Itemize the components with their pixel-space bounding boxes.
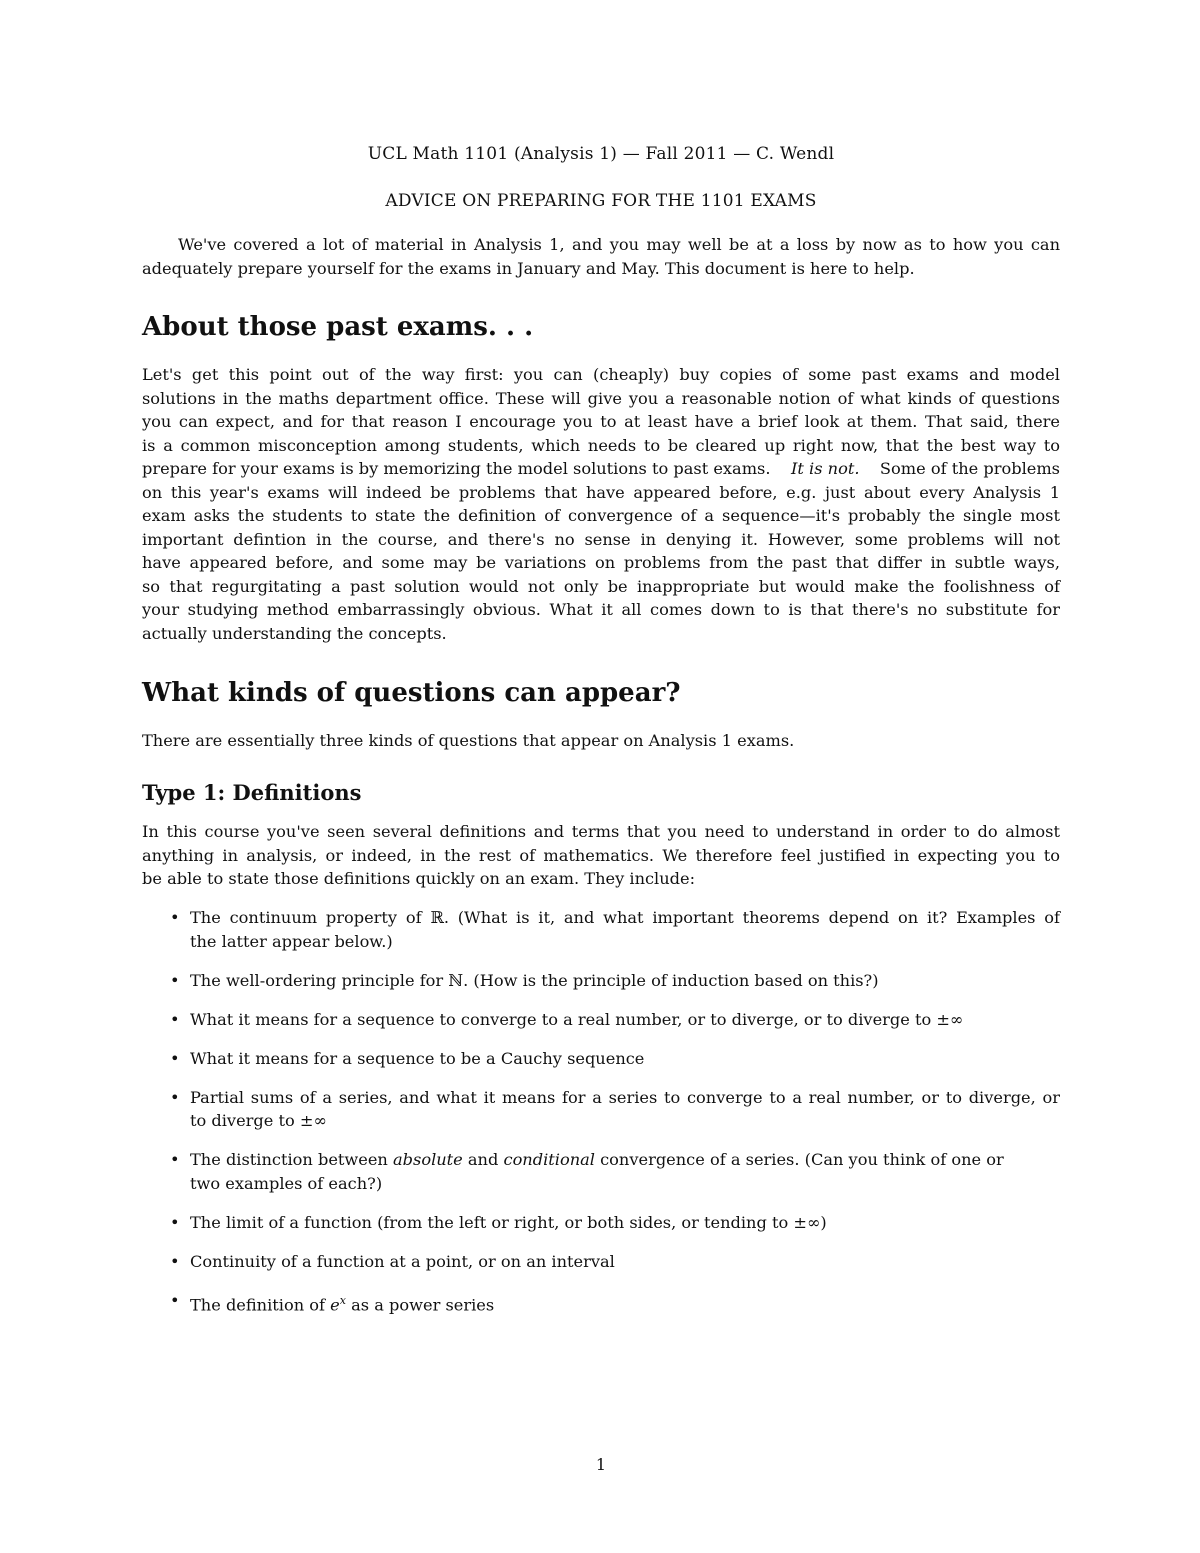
list-item [142, 1211, 1060, 1235]
text-run: The definition of [190, 1294, 331, 1314]
paragraph-line: be able to state those definitions quickly on an exam. They include: [142, 869, 696, 888]
paragraph-line: There are essentially three kinds of questions that appear on Analysis 1 exams. [142, 731, 795, 750]
list-item [142, 1047, 1060, 1071]
paragraph-line: on this year's exams will indeed be problems that have appeared before, e.g. just about every Analysis 1 [142, 482, 1060, 502]
list-item [142, 969, 1060, 993]
paragraph-line: In this course you've seen several definitions and terms that you need to understand in order to do almost [142, 822, 1060, 841]
list-item [142, 1008, 1060, 1032]
bullet-icon: • [170, 1048, 180, 1068]
list-item-line [190, 1289, 1060, 1317]
list-item [142, 1148, 1060, 1195]
paragraph-line: Let's get this point out of the way first: you can (cheaply) buy copies of some past exams and model [142, 365, 1060, 384]
course-header: UCL Math 1101 (Analysis 1) — Fall 2011 — C. Wendl [367, 144, 835, 164]
paragraph-line: you can expect, and for that reason I encourage you to at least have a brief look at them. That said, there [142, 412, 1060, 431]
question-kinds-intro [142, 729, 1060, 753]
math-e: e [330, 1294, 340, 1314]
definitions-paragraph [142, 820, 1060, 891]
bullet-icon: • [170, 1087, 180, 1107]
paragraph-line: have appeared before, and some may be variations on problems from the past that differ in subtle ways, [142, 553, 1060, 572]
list-item-line: Continuity of a function at a point, or on an interval [190, 1251, 615, 1271]
list-item-line: Partial sums of a series, and what it means for a series to converge to a real number, or to diverge, or [190, 1087, 1060, 1107]
section-heading-question-kinds: What kinds of questions can appear? [142, 678, 681, 708]
paragraph-line [142, 457, 1060, 481]
paragraph-line-part: Some of the problems [879, 459, 1060, 478]
paragraph-line-part: prepare for your exams is by memorizing the model solutions to past exams. [142, 459, 771, 478]
list-item-line: The well-ordering principle for ℕ. (How is the principle of induction based on this?) [190, 970, 879, 990]
list-item [142, 906, 1060, 953]
intro-line: adequately prepare yourself for the exams in January and May. This document is here to help. [142, 258, 915, 278]
bullet-icon: • [170, 908, 180, 927]
list-item [142, 1250, 1060, 1274]
page-number: 1 [595, 1455, 607, 1474]
math-exponent-x: x [339, 1293, 346, 1307]
emphasis-it-is-not: It is not. [790, 459, 860, 478]
list-item-line: What it means for a sequence to be a Cauchy sequence [190, 1048, 645, 1068]
paragraph-line: your studying method embarrassingly obvious. What it all comes down to is that there's no substitute for [142, 600, 1060, 619]
bullet-icon: • [170, 1251, 180, 1271]
paragraph-line: actually understanding the concepts. [142, 623, 447, 643]
list-item [142, 1289, 1060, 1317]
list-item-line: What it means for a sequence to converge to a real number, or to diverge, or to diverge to ±∞ [190, 1009, 964, 1029]
bullet-icon: • [170, 1009, 180, 1029]
paragraph-line: exam asks the students to state the definition of convergence of a sequence—it's probably the single most [142, 506, 1060, 525]
text-run: convergence of a series. (Can you think of one or [594, 1150, 1004, 1169]
emphasis-absolute: absolute [393, 1150, 463, 1169]
definitions-list [142, 906, 1060, 1332]
text-run: as a power series [345, 1294, 495, 1314]
intro-paragraph [142, 233, 1060, 280]
bullet-icon: • [170, 1150, 180, 1169]
text-run: The distinction between [190, 1150, 393, 1169]
intro-line: We've covered a lot of material in Analysis 1, and you may well be at a loss by now as to how you can [178, 235, 1060, 254]
list-item-line: the latter appear below.) [190, 931, 393, 951]
list-item-line: The limit of a function (from the left or right, or both sides, or tending to ±∞) [190, 1212, 827, 1232]
subsection-heading-definitions: Type 1: Definitions [142, 780, 362, 805]
past-exams-paragraph [142, 363, 1060, 645]
list-item-line: to diverge to ±∞ [190, 1111, 327, 1130]
paragraph-line: anything in analysis, or indeed, in the rest of mathematics. We therefore feel justified in expecting you to [142, 845, 1060, 865]
bullet-icon: • [170, 1212, 180, 1232]
paragraph-line: solutions in the maths department office. These will give you a reasonable notion of what kinds of questions [142, 388, 1060, 408]
paragraph-line: important defintion in the course, and there's no sense in denying it. However, some problems will not [142, 529, 1060, 549]
paragraph-line: so that regurgitating a past solution would not only be inappropriate but would make the foolishness of [142, 576, 1060, 596]
emphasis-conditional: conditional [503, 1150, 595, 1169]
paragraph-line: is a common misconception among students, which needs to be cleared up right now, that the best way to [142, 435, 1060, 455]
list-item-line [190, 1148, 1060, 1172]
bullet-icon: • [170, 970, 180, 990]
bullet-icon: • [170, 1290, 180, 1310]
list-item-line: two examples of each?) [190, 1173, 383, 1193]
list-item [142, 1086, 1060, 1133]
text-run: and [462, 1150, 504, 1169]
document-title: ADVICE ON PREPARING FOR THE 1101 EXAMS [385, 191, 817, 211]
list-item-line: The continuum property of ℝ. (What is it, and what important theorems depend on it? Examples of [190, 908, 1060, 927]
section-heading-past-exams: About those past exams. . . [142, 312, 534, 342]
